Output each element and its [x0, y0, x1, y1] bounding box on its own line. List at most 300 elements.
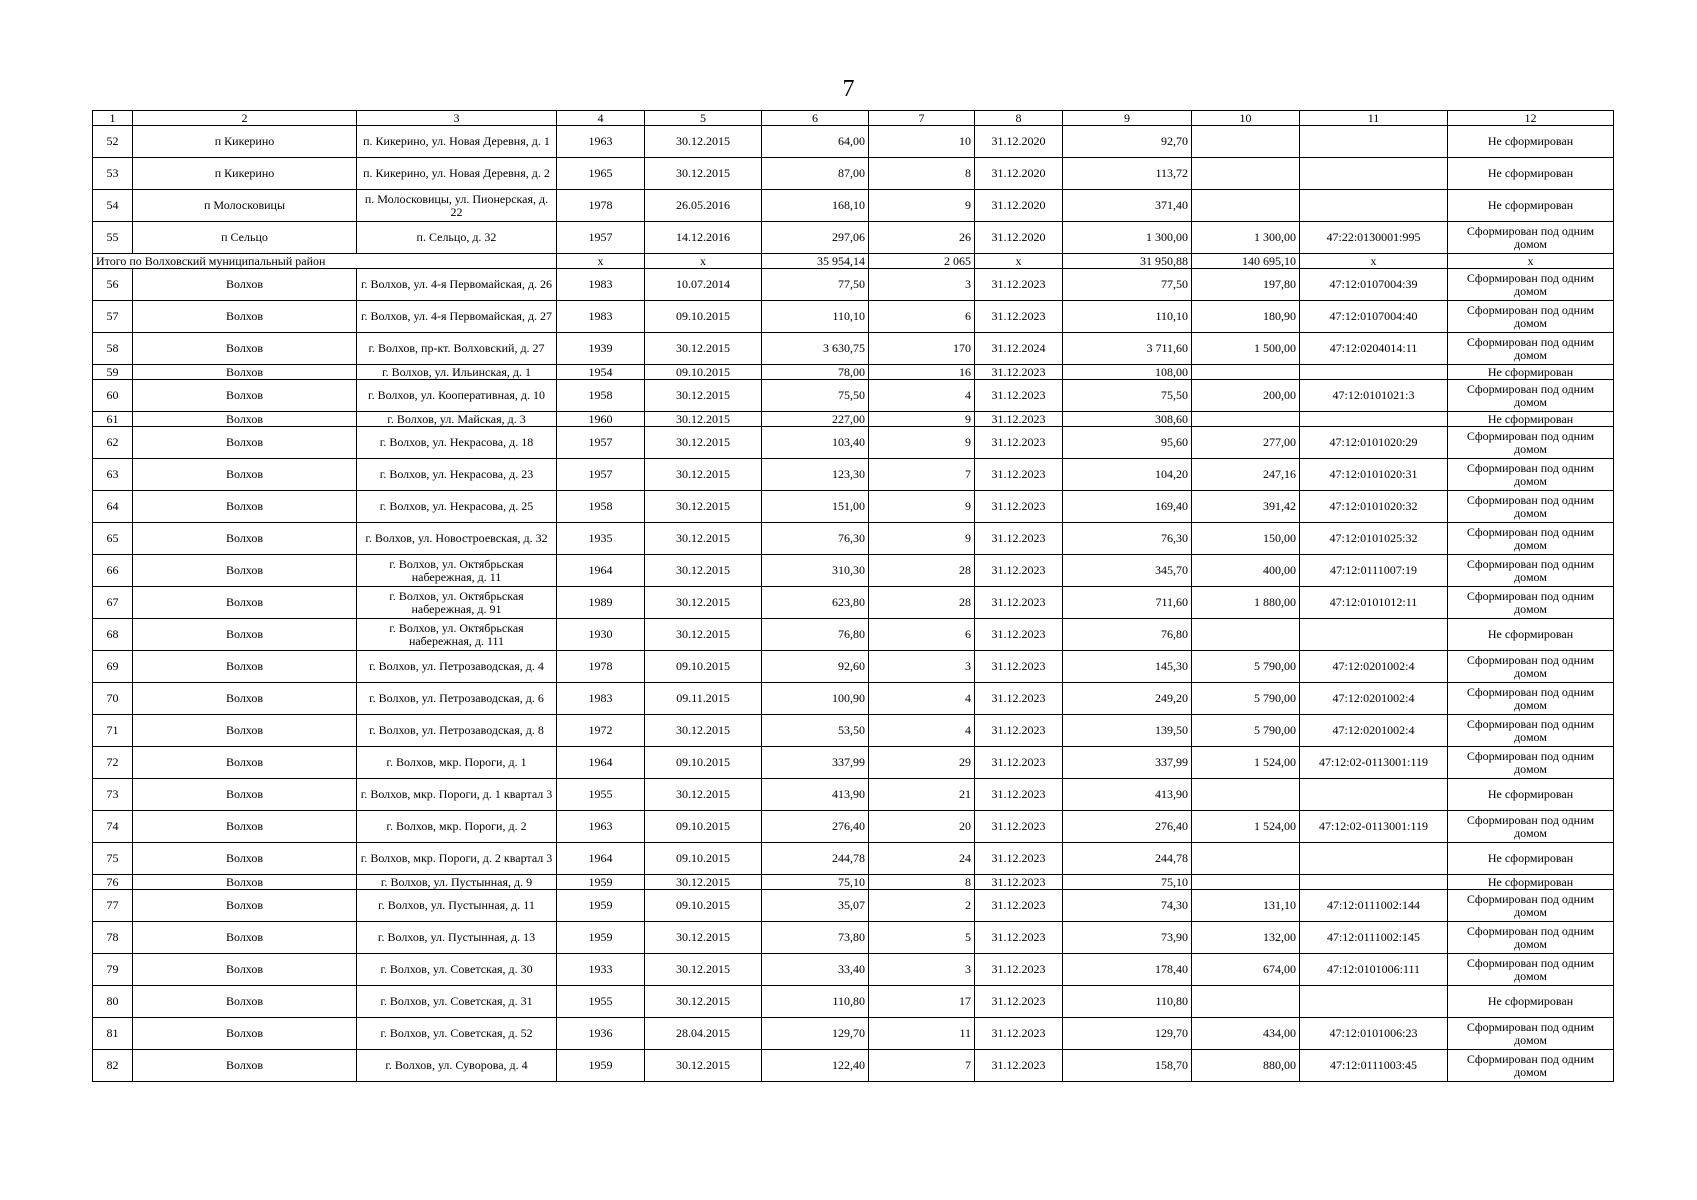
address: г. Волхов, ул. 4-я Первомайская, д. 26	[357, 269, 557, 301]
recognition-date: 09.10.2015	[645, 651, 762, 683]
row-number: 66	[93, 555, 133, 587]
residents: 9	[869, 427, 975, 459]
residents: 21	[869, 779, 975, 811]
address: г. Волхов, ул. Ильинская, д. 1	[357, 365, 557, 380]
land-status: Сформирован под одним домом	[1448, 459, 1614, 491]
cadastral-number: 47:12:0111007:19	[1300, 555, 1448, 587]
land-status: Не сформирован	[1448, 843, 1614, 875]
land-status: Сформирован под одним домом	[1448, 587, 1614, 619]
relocated-area: 95,60	[1063, 427, 1192, 459]
relocation-deadline: 31.12.2023	[975, 380, 1063, 412]
address: г. Волхов, мкр. Пороги, д. 2	[357, 811, 557, 843]
recognition-date: 30.12.2015	[645, 427, 762, 459]
address: г. Волхов, ул. Майская, д. 3	[357, 412, 557, 427]
table-row	[93, 333, 1614, 365]
cadastral-number: 47:12:0111003:45	[1300, 1050, 1448, 1082]
land-status: Сформирован под одним домом	[1448, 811, 1614, 843]
land-status: Не сформирован	[1448, 986, 1614, 1018]
land-status: Сформирован под одним домом	[1448, 301, 1614, 333]
address: п. Кикерино, ул. Новая Деревня, д. 2	[357, 158, 557, 190]
land-area: 197,80	[1192, 269, 1300, 301]
column-header: 2	[133, 111, 357, 126]
row-number: 62	[93, 427, 133, 459]
cadastral-number	[1300, 190, 1448, 222]
row-number: 58	[93, 333, 133, 365]
land-status: Сформирован под одним домом	[1448, 683, 1614, 715]
row-number: 77	[93, 890, 133, 922]
cadastral-number	[1300, 875, 1448, 890]
row-number: 82	[93, 1050, 133, 1082]
area: 73,80	[762, 922, 869, 954]
column-header: 8	[975, 111, 1063, 126]
land-status: Не сформирован	[1448, 126, 1614, 158]
relocation-deadline: 31.12.2020	[975, 222, 1063, 254]
relocation-deadline: 31.12.2023	[975, 954, 1063, 986]
recognition-date: 09.10.2015	[645, 890, 762, 922]
land-area	[1192, 365, 1300, 380]
relocation-deadline: 31.12.2023	[975, 365, 1063, 380]
table-row	[93, 222, 1614, 254]
relocated-area: 76,80	[1063, 619, 1192, 651]
area: 623,80	[762, 587, 869, 619]
table-row	[93, 890, 1614, 922]
build-year: 1972	[557, 715, 645, 747]
area: 297,06	[762, 222, 869, 254]
build-year: 1983	[557, 301, 645, 333]
area: 337,99	[762, 747, 869, 779]
land-area: 1 880,00	[1192, 587, 1300, 619]
land-area: 391,42	[1192, 491, 1300, 523]
cadastral-number: 47:12:0101020:31	[1300, 459, 1448, 491]
total-value: 35 954,14	[762, 254, 869, 269]
land-area	[1192, 843, 1300, 875]
row-number: 68	[93, 619, 133, 651]
table-row	[93, 747, 1614, 779]
build-year: 1958	[557, 491, 645, 523]
address: г. Волхов, ул. 4-я Первомайская, д. 27	[357, 301, 557, 333]
land-area: 5 790,00	[1192, 683, 1300, 715]
table-row	[93, 683, 1614, 715]
build-year: 1959	[557, 922, 645, 954]
settlement: Волхов	[133, 683, 357, 715]
build-year: 1957	[557, 222, 645, 254]
land-area: 1 300,00	[1192, 222, 1300, 254]
relocation-deadline: 31.12.2023	[975, 1050, 1063, 1082]
table-row	[93, 651, 1614, 683]
cadastral-number: 47:12:0101012:11	[1300, 587, 1448, 619]
build-year: 1957	[557, 427, 645, 459]
table-row	[93, 269, 1614, 301]
residents: 170	[869, 333, 975, 365]
area: 78,00	[762, 365, 869, 380]
build-year: 1955	[557, 779, 645, 811]
land-area: 131,10	[1192, 890, 1300, 922]
area: 103,40	[762, 427, 869, 459]
column-header: 7	[869, 111, 975, 126]
relocated-area: 110,80	[1063, 986, 1192, 1018]
settlement: Волхов	[133, 269, 357, 301]
settlement: Волхов	[133, 333, 357, 365]
residents: 9	[869, 523, 975, 555]
residents: 8	[869, 875, 975, 890]
settlement: Волхов	[133, 587, 357, 619]
recognition-date: 09.10.2015	[645, 843, 762, 875]
residents: 4	[869, 683, 975, 715]
table-header-row	[93, 111, 1614, 126]
residents: 24	[869, 843, 975, 875]
land-status: Не сформирован	[1448, 190, 1614, 222]
build-year: 1959	[557, 875, 645, 890]
residents: 9	[869, 190, 975, 222]
relocated-area: 413,90	[1063, 779, 1192, 811]
residents: 16	[869, 365, 975, 380]
row-number: 65	[93, 523, 133, 555]
land-status: Сформирован под одним домом	[1448, 333, 1614, 365]
total-value: x	[1300, 254, 1448, 269]
settlement: Волхов	[133, 843, 357, 875]
relocated-area: 104,20	[1063, 459, 1192, 491]
residents: 11	[869, 1018, 975, 1050]
address: г. Волхов, ул. Октябрьская набережная, д. 11	[357, 555, 557, 587]
total-value: 2 065	[869, 254, 975, 269]
settlement: Волхов	[133, 986, 357, 1018]
relocated-area: 92,70	[1063, 126, 1192, 158]
cadastral-number: 47:12:0107004:40	[1300, 301, 1448, 333]
settlement: Волхов	[133, 715, 357, 747]
settlement: Волхов	[133, 922, 357, 954]
land-area: 880,00	[1192, 1050, 1300, 1082]
page-number: 7	[842, 76, 855, 102]
recognition-date: 30.12.2015	[645, 954, 762, 986]
build-year: 1959	[557, 1050, 645, 1082]
table-row	[93, 587, 1614, 619]
relocated-area: 145,30	[1063, 651, 1192, 683]
residents: 9	[869, 412, 975, 427]
address: г. Волхов, ул. Советская, д. 30	[357, 954, 557, 986]
column-header: 6	[762, 111, 869, 126]
recognition-date: 30.12.2015	[645, 555, 762, 587]
row-number: 61	[93, 412, 133, 427]
cadastral-number: 47:12:0201002:4	[1300, 651, 1448, 683]
settlement: Волхов	[133, 1050, 357, 1082]
cadastral-number: 47:12:0101021:3	[1300, 380, 1448, 412]
relocation-deadline: 31.12.2023	[975, 412, 1063, 427]
land-status: Не сформирован	[1448, 365, 1614, 380]
relocated-area: 244,78	[1063, 843, 1192, 875]
land-status: Не сформирован	[1448, 779, 1614, 811]
land-status: Сформирован под одним домом	[1448, 954, 1614, 986]
total-row	[93, 254, 1614, 269]
table-row	[93, 843, 1614, 875]
address: п. Кикерино, ул. Новая Деревня, д. 1	[357, 126, 557, 158]
recognition-date: 09.10.2015	[645, 301, 762, 333]
build-year: 1964	[557, 555, 645, 587]
area: 310,30	[762, 555, 869, 587]
row-number: 53	[93, 158, 133, 190]
table-row	[93, 491, 1614, 523]
relocation-deadline: 31.12.2023	[975, 683, 1063, 715]
address: г. Волхов, пр-кт. Волховский, д. 27	[357, 333, 557, 365]
cadastral-number: 47:12:0101006:111	[1300, 954, 1448, 986]
cadastral-number: 47:12:0101020:29	[1300, 427, 1448, 459]
relocation-deadline: 31.12.2023	[975, 651, 1063, 683]
land-status: Сформирован под одним домом	[1448, 491, 1614, 523]
land-area: 400,00	[1192, 555, 1300, 587]
relocation-deadline: 31.12.2023	[975, 779, 1063, 811]
build-year: 1963	[557, 126, 645, 158]
land-status: Сформирован под одним домом	[1448, 523, 1614, 555]
table-row	[93, 619, 1614, 651]
recognition-date: 14.12.2016	[645, 222, 762, 254]
row-number: 60	[93, 380, 133, 412]
relocated-area: 110,10	[1063, 301, 1192, 333]
address: г. Волхов, ул. Кооперативная, д. 10	[357, 380, 557, 412]
area: 92,60	[762, 651, 869, 683]
relocation-deadline: 31.12.2023	[975, 811, 1063, 843]
table-row	[93, 555, 1614, 587]
residents: 17	[869, 986, 975, 1018]
table-row	[93, 875, 1614, 890]
table-row	[93, 365, 1614, 380]
table-row	[93, 158, 1614, 190]
row-number: 80	[93, 986, 133, 1018]
build-year: 1935	[557, 523, 645, 555]
recognition-date: 30.12.2015	[645, 380, 762, 412]
settlement: Волхов	[133, 380, 357, 412]
relocated-area: 169,40	[1063, 491, 1192, 523]
land-area	[1192, 986, 1300, 1018]
land-area: 5 790,00	[1192, 715, 1300, 747]
column-header: 10	[1192, 111, 1300, 126]
address: г. Волхов, ул. Пустынная, д. 11	[357, 890, 557, 922]
row-number: 56	[93, 269, 133, 301]
relocation-deadline: 31.12.2023	[975, 843, 1063, 875]
address: г. Волхов, ул. Петрозаводская, д. 8	[357, 715, 557, 747]
residents: 8	[869, 158, 975, 190]
land-status: Сформирован под одним домом	[1448, 555, 1614, 587]
column-header: 4	[557, 111, 645, 126]
cadastral-number	[1300, 779, 1448, 811]
table-row	[93, 380, 1614, 412]
recognition-date: 30.12.2015	[645, 922, 762, 954]
relocated-area: 711,60	[1063, 587, 1192, 619]
land-area	[1192, 619, 1300, 651]
total-value: x	[975, 254, 1063, 269]
relocation-deadline: 31.12.2023	[975, 747, 1063, 779]
relocation-deadline: 31.12.2023	[975, 587, 1063, 619]
settlement: Волхов	[133, 651, 357, 683]
area: 33,40	[762, 954, 869, 986]
build-year: 1963	[557, 811, 645, 843]
recognition-date: 30.12.2015	[645, 779, 762, 811]
row-number: 69	[93, 651, 133, 683]
land-status: Сформирован под одним домом	[1448, 747, 1614, 779]
cadastral-number	[1300, 365, 1448, 380]
address: г. Волхов, ул. Октябрьская набережная, д. 91	[357, 587, 557, 619]
column-header: 9	[1063, 111, 1192, 126]
recognition-date: 30.12.2015	[645, 715, 762, 747]
cadastral-number: 47:12:0111002:144	[1300, 890, 1448, 922]
land-status: Сформирован под одним домом	[1448, 222, 1614, 254]
total-value: x	[1448, 254, 1614, 269]
area: 276,40	[762, 811, 869, 843]
build-year: 1960	[557, 412, 645, 427]
land-status: Сформирован под одним домом	[1448, 269, 1614, 301]
cadastral-number: 47:22:0130001:995	[1300, 222, 1448, 254]
residents: 4	[869, 715, 975, 747]
relocated-area: 113,72	[1063, 158, 1192, 190]
table-row	[93, 427, 1614, 459]
address: г. Волхов, ул. Пустынная, д. 13	[357, 922, 557, 954]
relocation-deadline: 31.12.2023	[975, 986, 1063, 1018]
residents: 10	[869, 126, 975, 158]
land-area	[1192, 158, 1300, 190]
cadastral-number: 47:12:0201002:4	[1300, 683, 1448, 715]
area: 87,00	[762, 158, 869, 190]
land-area	[1192, 779, 1300, 811]
cadastral-number: 47:12:0201002:4	[1300, 715, 1448, 747]
relocated-area: 345,70	[1063, 555, 1192, 587]
build-year: 1933	[557, 954, 645, 986]
table-row	[93, 954, 1614, 986]
land-status: Сформирован под одним домом	[1448, 890, 1614, 922]
column-header: 12	[1448, 111, 1614, 126]
relocation-deadline: 31.12.2023	[975, 875, 1063, 890]
table-row	[93, 986, 1614, 1018]
relocated-area: 371,40	[1063, 190, 1192, 222]
total-label: Итого по Волховский муниципальный район	[93, 254, 557, 269]
settlement: Волхов	[133, 491, 357, 523]
address: п. Сельцо, д. 32	[357, 222, 557, 254]
area: 76,80	[762, 619, 869, 651]
relocation-deadline: 31.12.2023	[975, 459, 1063, 491]
settlement: Волхов	[133, 427, 357, 459]
recognition-date: 30.12.2015	[645, 459, 762, 491]
relocation-deadline: 31.12.2023	[975, 427, 1063, 459]
address: г. Волхов, ул. Некрасова, д. 25	[357, 491, 557, 523]
recognition-date: 10.07.2014	[645, 269, 762, 301]
relocated-area: 73,90	[1063, 922, 1192, 954]
relocation-deadline: 31.12.2023	[975, 922, 1063, 954]
area: 75,10	[762, 875, 869, 890]
recognition-date: 30.12.2015	[645, 875, 762, 890]
row-number: 79	[93, 954, 133, 986]
land-status: Сформирован под одним домом	[1448, 922, 1614, 954]
relocation-deadline: 31.12.2020	[975, 158, 1063, 190]
residents: 5	[869, 922, 975, 954]
land-status: Сформирован под одним домом	[1448, 651, 1614, 683]
row-number: 63	[93, 459, 133, 491]
total-value: x	[557, 254, 645, 269]
settlement: Волхов	[133, 412, 357, 427]
settlement: Волхов	[133, 954, 357, 986]
cadastral-number: 47:12:02-0113001:119	[1300, 747, 1448, 779]
address: п. Молосковицы, ул. Пионерская, д. 22	[357, 190, 557, 222]
row-number: 67	[93, 587, 133, 619]
residents: 3	[869, 954, 975, 986]
settlement: Волхов	[133, 365, 357, 380]
land-area	[1192, 412, 1300, 427]
table-row	[93, 1050, 1614, 1082]
land-status: Не сформирован	[1448, 875, 1614, 890]
recognition-date: 09.11.2015	[645, 683, 762, 715]
address: г. Волхов, мкр. Пороги, д. 2 квартал 3	[357, 843, 557, 875]
area: 64,00	[762, 126, 869, 158]
row-number: 72	[93, 747, 133, 779]
address: г. Волхов, ул. Советская, д. 31	[357, 986, 557, 1018]
land-status: Не сформирован	[1448, 619, 1614, 651]
build-year: 1965	[557, 158, 645, 190]
row-number: 64	[93, 491, 133, 523]
housing-table	[92, 110, 1614, 1082]
address: г. Волхов, ул. Пустынная, д. 9	[357, 875, 557, 890]
area: 227,00	[762, 412, 869, 427]
relocated-area: 249,20	[1063, 683, 1192, 715]
relocation-deadline: 31.12.2023	[975, 715, 1063, 747]
address: г. Волхов, мкр. Пороги, д. 1	[357, 747, 557, 779]
relocated-area: 139,50	[1063, 715, 1192, 747]
relocated-area: 77,50	[1063, 269, 1192, 301]
area: 129,70	[762, 1018, 869, 1050]
column-header: 1	[93, 111, 133, 126]
cadastral-number	[1300, 158, 1448, 190]
recognition-date: 26.05.2016	[645, 190, 762, 222]
recognition-date: 09.10.2015	[645, 365, 762, 380]
cadastral-number: 47:12:0101025:32	[1300, 523, 1448, 555]
relocated-area: 75,50	[1063, 380, 1192, 412]
table-row	[93, 811, 1614, 843]
relocation-deadline: 31.12.2023	[975, 555, 1063, 587]
relocated-area: 108,00	[1063, 365, 1192, 380]
area: 110,80	[762, 986, 869, 1018]
relocated-area: 3 711,60	[1063, 333, 1192, 365]
relocation-deadline: 31.12.2023	[975, 301, 1063, 333]
table-row	[93, 922, 1614, 954]
build-year: 1957	[557, 459, 645, 491]
address: г. Волхов, ул. Октябрьская набережная, д. 111	[357, 619, 557, 651]
relocation-deadline: 31.12.2023	[975, 269, 1063, 301]
recognition-date: 30.12.2015	[645, 523, 762, 555]
address: г. Волхов, ул. Суворова, д. 4	[357, 1050, 557, 1082]
settlement: Волхов	[133, 747, 357, 779]
row-number: 73	[93, 779, 133, 811]
relocated-area: 158,70	[1063, 1050, 1192, 1082]
cadastral-number	[1300, 986, 1448, 1018]
area: 100,90	[762, 683, 869, 715]
address: г. Волхов, ул. Советская, д. 52	[357, 1018, 557, 1050]
row-number: 71	[93, 715, 133, 747]
table-row	[93, 126, 1614, 158]
settlement: п Сельцо	[133, 222, 357, 254]
relocated-area: 129,70	[1063, 1018, 1192, 1050]
build-year: 1955	[557, 986, 645, 1018]
residents: 4	[869, 380, 975, 412]
address: г. Волхов, ул. Некрасова, д. 23	[357, 459, 557, 491]
settlement: Волхов	[133, 555, 357, 587]
land-area	[1192, 190, 1300, 222]
recognition-date: 30.12.2015	[645, 986, 762, 1018]
land-area: 200,00	[1192, 380, 1300, 412]
address: г. Волхов, ул. Петрозаводская, д. 4	[357, 651, 557, 683]
recognition-date: 30.12.2015	[645, 126, 762, 158]
relocation-deadline: 31.12.2020	[975, 126, 1063, 158]
settlement: п Кикерино	[133, 126, 357, 158]
residents: 2	[869, 890, 975, 922]
recognition-date: 30.12.2015	[645, 619, 762, 651]
land-area: 674,00	[1192, 954, 1300, 986]
cadastral-number: 47:12:0111002:145	[1300, 922, 1448, 954]
recognition-date: 09.10.2015	[645, 811, 762, 843]
